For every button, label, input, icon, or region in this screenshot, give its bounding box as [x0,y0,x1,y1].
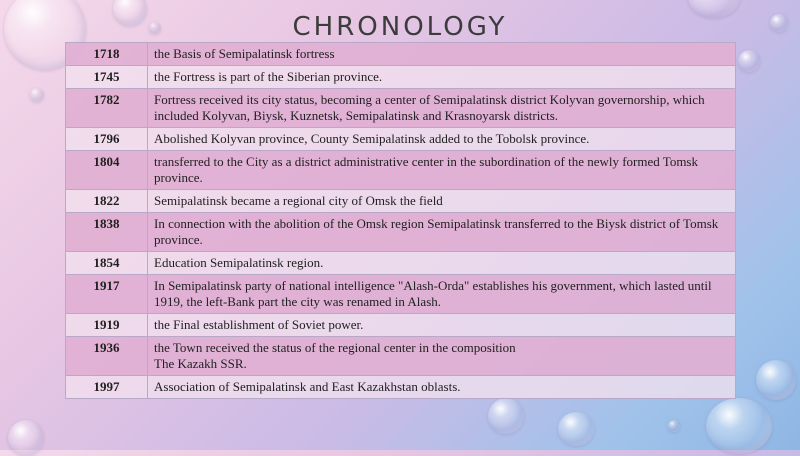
table-row [66,252,736,275]
page-title: CHRONOLOGY [292,12,508,42]
year-cell: 1718 [66,43,148,66]
table-row [66,128,736,151]
year-cell: 1919 [66,314,148,337]
event-cell: the Fortress is part of the Siberian province. [148,66,736,89]
table-row [66,337,736,376]
event-cell: transferred to the City as a district administrative center in the subordination of the newly formed Tomsk province. [148,151,736,190]
year-cell: 1804 [66,151,148,190]
bubble-decoration [8,420,44,456]
year-cell: 1997 [66,376,148,399]
event-cell: the Final establishment of Soviet power. [148,314,736,337]
event-cell: Association of Semipalatinsk and East Kazakhstan oblasts. [148,376,736,399]
bubble-decoration [668,420,680,432]
bubble-decoration [30,88,44,102]
event-cell: the Town received the status of the regional center in the composition The Kazakh SSR. [148,337,736,376]
table-row [66,314,736,337]
table-row [66,190,736,213]
table-row [66,213,736,252]
year-cell: 1796 [66,128,148,151]
bubble-decoration [756,360,796,400]
table-row [66,376,736,399]
event-cell: Fortress received its city status, becoming a center of Semipalatinsk district Kolyvan governorship, which included Kolyvan, Biysk, Kuznetsk, Semipalatinsk and Krasnoyarsk districts. [148,89,736,128]
table-row [66,275,736,314]
year-cell: 1782 [66,89,148,128]
bubble-decoration [738,50,760,72]
table-row [66,89,736,128]
bubble-decoration [558,412,594,446]
year-cell: 1838 [66,213,148,252]
event-cell: Education Semipalatinsk region. [148,252,736,275]
event-cell: Abolished Kolyvan province, County Semipalatinsk added to the Tobolsk province. [148,128,736,151]
bubble-decoration [706,398,772,454]
event-cell: In connection with the abolition of the Omsk region Semipalatinsk transferred to the Biysk district of Tomsk province. [148,213,736,252]
event-cell: In Semipalatinsk party of national intelligence "Alash-Orda" establishes his government, which lasted until 1919, the left-Bank part the city was renamed in Alash. [148,275,736,314]
year-cell: 1917 [66,275,148,314]
year-cell: 1936 [66,337,148,376]
event-cell: the Basis of Semipalatinsk fortress [148,43,736,66]
chronology-table [65,42,736,399]
year-cell: 1822 [66,190,148,213]
table-row [66,43,736,66]
table-row [66,151,736,190]
year-cell: 1854 [66,252,148,275]
event-cell: Semipalatinsk became a regional city of Omsk the field [148,190,736,213]
year-cell: 1745 [66,66,148,89]
bubble-decoration [488,398,524,434]
table-row [66,66,736,89]
